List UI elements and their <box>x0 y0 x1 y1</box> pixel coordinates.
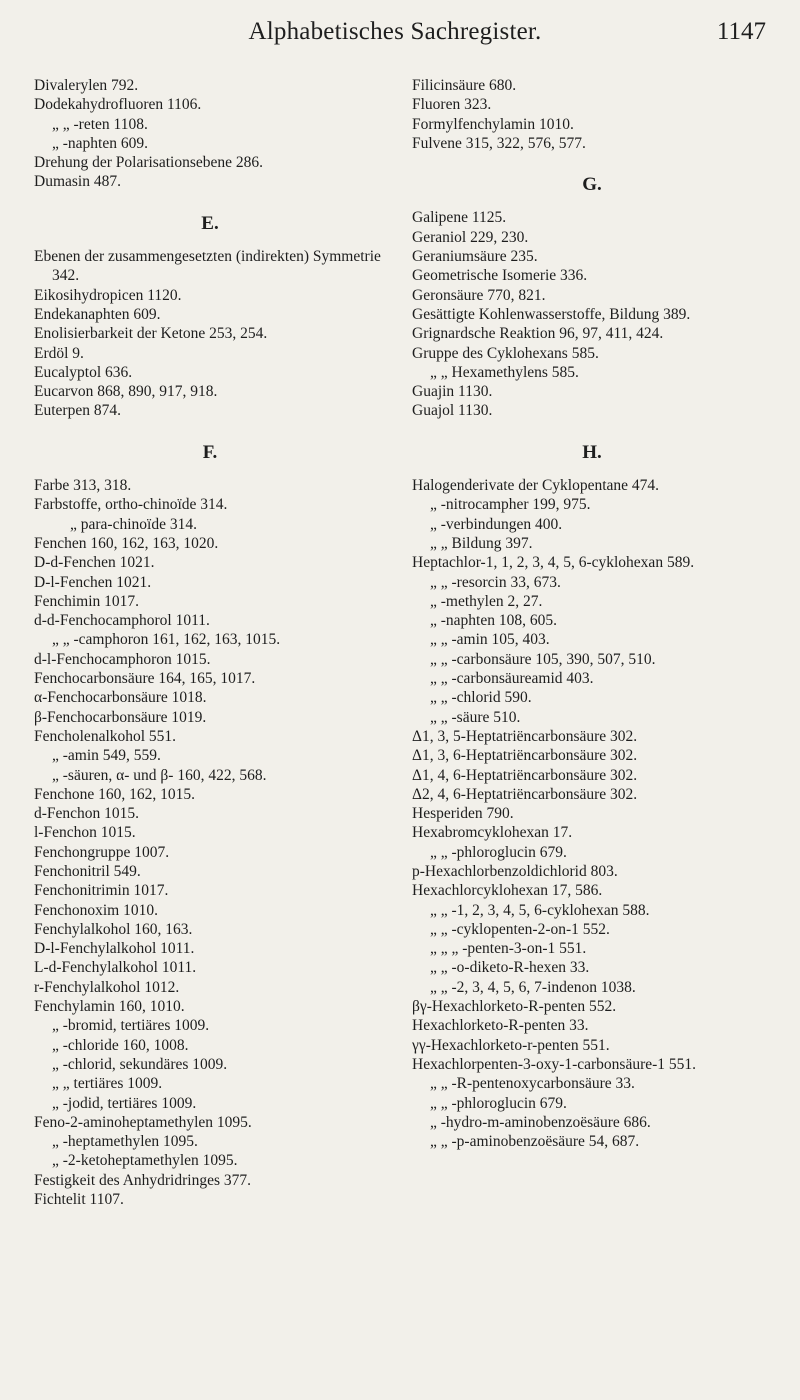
index-entry: „ -methylen 2, 27. <box>430 592 543 610</box>
index-entry: α-Fenchocarbonsäure 1018. <box>34 689 207 707</box>
page-header <box>24 18 766 54</box>
index-entry: Galipene 1125. <box>412 209 507 227</box>
index-entry: „ -chlorid, sekundäres 1009. <box>52 1055 228 1073</box>
index-entry: Gruppe des Cyklohexans 585. <box>412 344 599 362</box>
index-entry: Fenchocarbonsäure 164, 165, 1017. <box>34 670 256 688</box>
section-f-cont <box>412 76 772 153</box>
index-entry: Δ2, 4, 6-Heptatriëncarbonsäure 302. <box>412 785 638 803</box>
index-entry: „ „ Hexamethylens 585. <box>430 363 579 381</box>
index-entry: D-l-Fenchen 1021. <box>34 573 152 591</box>
index-entry: „ -2-ketoheptamethylen 1095. <box>52 1152 238 1170</box>
index-entry: l-Fenchon 1015. <box>34 824 136 842</box>
index-entry: „ „ tertiäres 1009. <box>52 1075 163 1093</box>
index-entry: Hexachlorcyklohexan 17, 586. <box>412 882 603 900</box>
index-entry: Ebenen der zusammengesetzten (indirekten) Symmetrie 342. <box>34 248 381 285</box>
index-entry: Gesättigte Kohlenwasserstoffe, Bildung 389. <box>412 305 691 323</box>
index-entry: Filicinsäure 680. <box>412 77 517 94</box>
index-entry: „ „ -cyklopenten-2-on-1 552. <box>430 920 610 938</box>
index-entry: „ „ -säure 510. <box>430 708 521 726</box>
section-letter-g: G. <box>582 174 602 196</box>
index-entry: Hexachlorketo-R-penten 33. <box>412 1017 589 1035</box>
index-entry: Fenchylalkohol 160, 163. <box>34 920 193 938</box>
index-entry: „ -verbindungen 400. <box>430 515 563 533</box>
index-entry: „ „ -carbonsäureamid 403. <box>430 670 594 688</box>
index-entry: Fencholenalkohol 551. <box>34 727 177 745</box>
index-entry: Geronsäure 770, 821. <box>412 286 546 304</box>
index-entry: Δ1, 4, 6-Heptatriëncarbonsäure 302. <box>412 766 638 784</box>
index-entry: „ „ -phloroglucin 679. <box>430 1094 567 1112</box>
index-entry: „ -säuren, α- und β- 160, 422, 568. <box>52 766 267 784</box>
index-entry: βγ-Hexachlorketo-R-penten 552. <box>412 998 617 1016</box>
index-entry: L-d-Fenchylalkohol 1011. <box>34 959 197 977</box>
index-entry: „ -hydro-m-aminobenzoësäure 686. <box>430 1113 651 1131</box>
index-entry: Eucarvon 868, 890, 917, 918. <box>34 383 218 401</box>
index-entry: „ para-chinoïde 314. <box>70 515 197 533</box>
index-entry: Eucalyptol 636. <box>34 363 133 381</box>
index-entry: Δ1, 3, 6-Heptatriëncarbonsäure 302. <box>412 747 638 765</box>
page-number: 1147 <box>716 18 766 45</box>
index-entry: Fichtelit 1107. <box>34 1191 124 1209</box>
index-entry: Dodekahydrofluoren 1106. <box>34 96 202 114</box>
index-entry: Fenchongruppe 1007. <box>34 843 170 861</box>
index-entry: d-d-Fenchocamphorol 1011. <box>34 612 210 630</box>
index-entry: Fulvene 315, 322, 576, 577. <box>412 134 586 152</box>
index-entry: „ „ -carbonsäure 105, 390, 507, 510. <box>430 650 656 668</box>
index-entry: Enolisierbarkeit der Ketone 253, 254. <box>34 325 268 343</box>
index-entry: Fenchonitrimin 1017. <box>34 882 169 900</box>
index-entry: Farbstoffe, ortho-chinoïde 314. <box>34 496 228 514</box>
index-entry: „ „ -R-pentenoxycarbonsäure 33. <box>430 1075 635 1093</box>
index-entry: Festigkeit des Anhydridringes 377. <box>34 1171 251 1189</box>
index-entry: Formylfenchylamin 1010. <box>412 115 574 133</box>
index-entry: Heptachlor-1, 1, 2, 3, 4, 5, 6-cyklohexan 589. <box>412 554 695 572</box>
section-g <box>412 208 772 420</box>
index-entry: „ „ -phloroglucin 679. <box>430 843 567 861</box>
index-entry: D-l-Fenchylalkohol 1011. <box>34 940 195 958</box>
section-f <box>34 476 386 1209</box>
index-entry: β-Fenchocarbonsäure 1019. <box>34 708 207 726</box>
index-entry: „ „ -1, 2, 3, 4, 5, 6-cyklohexan 588. <box>430 901 650 919</box>
index-entry: Eikosihydropicen 1120. <box>34 286 182 304</box>
index-entry: Guajol 1130. <box>412 402 493 420</box>
running-title: Alphabetisches Sachregister. <box>248 18 542 45</box>
section-letter-h: H. <box>582 441 602 463</box>
section-letter-e: E. <box>201 212 219 234</box>
index-entry: Geometrische Isomerie 336. <box>412 267 588 285</box>
section-letter-f: F. <box>202 441 218 463</box>
index-entry: d-Fenchon 1015. <box>34 805 140 823</box>
index-entry: „ „ -o-diketo-R-hexen 33. <box>430 959 590 977</box>
index-entry: r-Fenchylalkohol 1012. <box>34 978 180 996</box>
index-entry: „ „ -reten 1108. <box>52 115 148 133</box>
index-entry: „ -heptamethylen 1095. <box>52 1133 198 1151</box>
index-entry: Fenchimin 1017. <box>34 592 140 610</box>
index-entry: Farbe 313, 318. <box>34 477 132 495</box>
left-column <box>34 76 386 1209</box>
index-entry: Fenchonoxim 1010. <box>34 901 158 919</box>
index-entry: Fenchonitril 549. <box>34 862 141 880</box>
index-entry: Erdöl 9. <box>34 344 84 362</box>
index-entry: „ „ -resorcin 33, 673. <box>430 573 561 591</box>
index-entry: Drehung der Polarisationsebene 286. <box>34 154 263 172</box>
index-entry: „ -jodid, tertiäres 1009. <box>52 1094 197 1112</box>
index-entry: „ -bromid, tertiäres 1009. <box>52 1017 210 1035</box>
section-h <box>412 476 772 1151</box>
index-entry: Hexabromcyklohexan 17. <box>412 824 573 842</box>
index-entry: „ „ Bildung 397. <box>430 534 533 552</box>
index-entry: p-Hexachlorbenzoldichlorid 803. <box>412 862 618 880</box>
section-e <box>34 247 386 421</box>
index-entry: Hexachlorpenten-3-oxy-1-carbonsäure-1 551. <box>412 1055 697 1073</box>
index-entry: Geraniol 229, 230. <box>412 228 529 246</box>
index-entry: Geraniumsäure 235. <box>412 248 538 266</box>
section-d <box>34 76 386 192</box>
index-entry: Divalerylen 792. <box>34 77 139 94</box>
index-entry: d-l-Fenchocamphoron 1015. <box>34 650 211 668</box>
right-column <box>412 76 772 1151</box>
index-entry: „ „ -chlorid 590. <box>430 689 532 707</box>
index-entry: „ -naphten 609. <box>52 134 148 152</box>
index-entry: Feno-2-aminoheptamethylen 1095. <box>34 1113 252 1131</box>
index-entry: Fluoren 323. <box>412 96 492 114</box>
index-entry: „ „ -amin 105, 403. <box>430 631 550 649</box>
index-entry: γγ-Hexachlorketo-r-penten 551. <box>412 1036 610 1054</box>
index-entry: „ -naphten 108, 605. <box>430 612 557 630</box>
index-entry: Fenchen 160, 162, 163, 1020. <box>34 534 219 552</box>
index-entry: „ -amin 549, 559. <box>52 747 161 765</box>
index-entry: „ „ -p-aminobenzoësäure 54, 687. <box>430 1133 640 1151</box>
index-entry: „ -nitrocampher 199, 975. <box>430 496 591 514</box>
index-entry: Grignardsche Reaktion 96, 97, 411, 424. <box>412 325 664 343</box>
index-entry: „ „ -2, 3, 4, 5, 6, 7-indenon 1038. <box>430 978 636 996</box>
index-entry: Halogenderivate der Cyklopentane 474. <box>412 477 660 495</box>
index-entry: Guajin 1130. <box>412 383 493 401</box>
index-entry: Dumasin 487. <box>34 173 121 191</box>
index-entry: Endekanaphten 609. <box>34 305 161 323</box>
index-entry: Fenchylamin 160, 1010. <box>34 998 185 1016</box>
index-entry: „ -chloride 160, 1008. <box>52 1036 189 1054</box>
index-entry: D-d-Fenchen 1021. <box>34 554 155 572</box>
index-entry: Fenchone 160, 162, 1015. <box>34 785 196 803</box>
index-entry: „ „ -camphoron 161, 162, 163, 1015. <box>52 631 281 649</box>
index-entry: Δ1, 3, 5-Heptatriëncarbonsäure 302. <box>412 727 638 745</box>
index-entry: Hesperiden 790. <box>412 805 514 823</box>
index-entry: Euterpen 874. <box>34 402 121 420</box>
index-entry: „ „ „ -penten-3-on-1 551. <box>430 940 587 958</box>
